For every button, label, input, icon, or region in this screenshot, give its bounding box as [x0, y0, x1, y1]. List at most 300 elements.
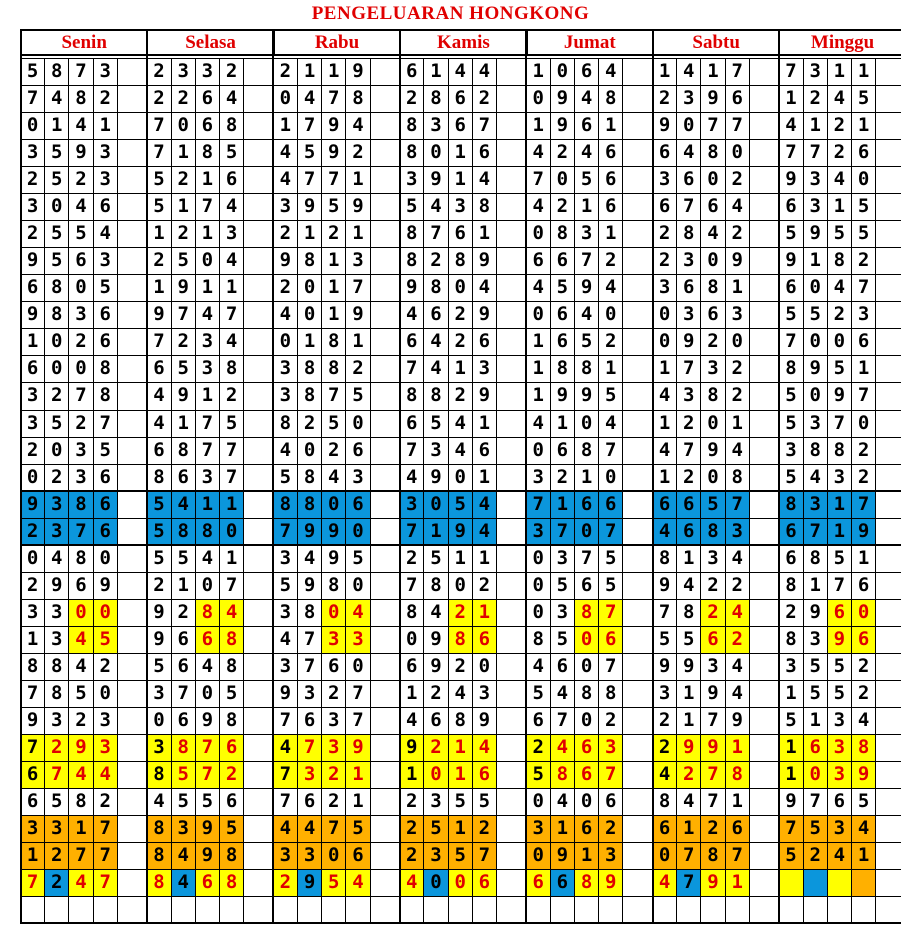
spacer-cell: [117, 491, 148, 519]
spacer-cell: [622, 193, 653, 221]
digit-cell: 2: [598, 328, 623, 356]
digit-cell: 2: [725, 355, 750, 383]
digit-cell: 2: [273, 58, 298, 86]
spacer-cell: [370, 599, 401, 627]
spacer-cell: [370, 355, 401, 383]
digit-cell: 3: [778, 437, 803, 465]
digit-cell: 4: [827, 85, 852, 113]
digit-cell: 8: [778, 491, 803, 519]
spacer-cell: [117, 382, 148, 410]
digit-cell: 9: [725, 247, 750, 275]
digit-cell: 9: [803, 599, 828, 627]
spacer-cell: [622, 707, 653, 735]
spacer-cell: [622, 166, 653, 194]
spacer-cell: [875, 58, 901, 86]
digit-cell: [526, 896, 551, 924]
digit-cell: 3: [803, 626, 828, 654]
spacer-cell: [749, 355, 780, 383]
digit-cell: 6: [219, 788, 244, 816]
digit-cell: 9: [778, 788, 803, 816]
digit-cell: 0: [448, 274, 473, 302]
digit-cell: 2: [700, 572, 725, 600]
digit-cell: 8: [297, 247, 322, 275]
digit-cell: 4: [472, 491, 497, 519]
digit-cell: 1: [851, 545, 876, 573]
digit-cell: 7: [273, 788, 298, 816]
digit-cell: 0: [851, 166, 876, 194]
digit-cell: [472, 896, 497, 924]
spacer-cell: [875, 464, 901, 492]
spacer-cell: [749, 139, 780, 167]
spacer-cell: [117, 247, 148, 275]
digit-cell: 9: [827, 626, 852, 654]
digit-cell: 1: [472, 220, 497, 248]
spacer-cell: [370, 193, 401, 221]
digit-cell: 7: [472, 112, 497, 140]
digit-cell: 1: [399, 680, 424, 708]
spacer-cell: [370, 707, 401, 735]
spacer-cell: [496, 734, 527, 762]
spacer-cell: [496, 491, 527, 519]
digit-cell: 3: [526, 815, 551, 843]
digit-cell: 6: [550, 869, 575, 897]
digit-cell: 6: [526, 247, 551, 275]
digit-cell: 0: [448, 464, 473, 492]
digit-cell: 1: [550, 491, 575, 519]
spacer-cell: [243, 707, 274, 735]
spacer-cell: [496, 869, 527, 897]
digit-cell: 9: [851, 518, 876, 546]
digit-cell: 8: [448, 247, 473, 275]
digit-cell: 1: [219, 491, 244, 519]
digit-cell: 1: [827, 491, 852, 519]
digit-cell: 9: [345, 734, 370, 762]
digit-cell: 9: [146, 301, 171, 329]
digit-cell: 2: [345, 355, 370, 383]
digit-cell: 0: [803, 761, 828, 789]
digit-cell: 7: [827, 572, 852, 600]
spacer-cell: [749, 680, 780, 708]
spacer-cell: [622, 896, 653, 924]
spacer-cell: [370, 896, 401, 924]
digit-cell: 9: [550, 382, 575, 410]
digit-cell: 6: [550, 247, 575, 275]
digit-cell: 0: [345, 410, 370, 438]
digit-cell: 5: [803, 680, 828, 708]
spacer-cell: [875, 328, 901, 356]
digit-cell: 9: [550, 112, 575, 140]
digit-cell: 2: [652, 707, 677, 735]
digit-cell: 2: [700, 328, 725, 356]
digit-cell: 3: [146, 734, 171, 762]
digit-cell: 2: [44, 842, 69, 870]
spacer-cell: [117, 355, 148, 383]
digit-cell: 6: [93, 491, 118, 519]
spacer-cell: [622, 301, 653, 329]
digit-cell: 5: [219, 680, 244, 708]
digit-cell: 3: [472, 680, 497, 708]
spacer-cell: [370, 301, 401, 329]
digit-cell: 3: [195, 464, 220, 492]
spacer-cell: [622, 680, 653, 708]
digit-cell: 0: [526, 301, 551, 329]
spacer-cell: [117, 707, 148, 735]
digit-cell: 1: [219, 274, 244, 302]
digit-cell: 4: [574, 139, 599, 167]
digit-cell: 4: [526, 653, 551, 681]
digit-cell: 9: [423, 653, 448, 681]
digit-cell: 4: [68, 653, 93, 681]
digit-cell: 0: [700, 410, 725, 438]
spacer-cell: [622, 355, 653, 383]
digit-cell: 6: [574, 734, 599, 762]
digit-cell: 3: [472, 355, 497, 383]
digit-cell: 9: [171, 382, 196, 410]
digit-cell: 9: [20, 247, 45, 275]
digit-cell: 4: [448, 58, 473, 86]
digit-cell: 0: [851, 599, 876, 627]
spacer-cell: [496, 139, 527, 167]
digit-cell: 1: [321, 301, 346, 329]
digit-cell: 8: [321, 328, 346, 356]
digit-cell: 4: [423, 355, 448, 383]
digit-cell: 6: [93, 193, 118, 221]
digit-cell: 6: [550, 437, 575, 465]
spacer-cell: [749, 166, 780, 194]
digit-cell: 9: [297, 193, 322, 221]
digit-cell: 8: [778, 355, 803, 383]
digit-cell: 6: [146, 437, 171, 465]
digit-cell: 2: [321, 437, 346, 465]
digit-cell: 3: [273, 842, 298, 870]
digit-cell: 3: [93, 734, 118, 762]
digit-cell: 0: [273, 328, 298, 356]
digit-cell: 4: [219, 193, 244, 221]
digit-cell: 1: [725, 788, 750, 816]
spacer-cell: [749, 112, 780, 140]
digit-cell: 7: [851, 491, 876, 519]
spacer-cell: [243, 518, 274, 546]
digit-cell: 5: [44, 410, 69, 438]
day-header-minggu: Minggu: [778, 29, 901, 56]
digit-cell: 9: [700, 437, 725, 465]
spacer-cell: [875, 247, 901, 275]
spacer-cell: [117, 193, 148, 221]
digit-cell: 8: [778, 626, 803, 654]
digit-cell: 0: [598, 464, 623, 492]
digit-cell: 6: [93, 328, 118, 356]
digit-cell: 5: [44, 788, 69, 816]
digit-cell: 2: [93, 85, 118, 113]
digit-cell: 0: [700, 247, 725, 275]
digit-cell: 9: [273, 680, 298, 708]
digit-cell: 2: [652, 734, 677, 762]
digit-cell: 3: [526, 518, 551, 546]
spacer-cell: [243, 220, 274, 248]
digit-cell: 0: [526, 220, 551, 248]
group-divider: [778, 29, 780, 924]
digit-cell: 2: [827, 112, 852, 140]
digit-cell: 1: [195, 166, 220, 194]
digit-cell: 0: [68, 274, 93, 302]
digit-cell: 8: [574, 680, 599, 708]
digit-cell: 7: [472, 842, 497, 870]
digit-cell: 7: [146, 139, 171, 167]
digit-cell: 6: [423, 301, 448, 329]
digit-cell: 3: [273, 653, 298, 681]
digit-cell: [321, 896, 346, 924]
digit-cell: 9: [399, 734, 424, 762]
digit-cell: 4: [598, 58, 623, 86]
digit-cell: 6: [20, 788, 45, 816]
digit-cell: 0: [68, 599, 93, 627]
digit-cell: 9: [399, 274, 424, 302]
digit-cell: 6: [778, 518, 803, 546]
digit-cell: 4: [345, 112, 370, 140]
digit-cell: 6: [472, 626, 497, 654]
digit-cell: 2: [321, 761, 346, 789]
digit-cell: 9: [778, 247, 803, 275]
spacer-cell: [117, 761, 148, 789]
digit-cell: 4: [195, 545, 220, 573]
digit-cell: 9: [321, 518, 346, 546]
digit-cell: 7: [778, 328, 803, 356]
digit-cell: 2: [273, 274, 298, 302]
digit-cell: 5: [93, 626, 118, 654]
digit-cell: 1: [345, 328, 370, 356]
digit-cell: 4: [273, 734, 298, 762]
digit-cell: 5: [778, 220, 803, 248]
digit-cell: 3: [171, 58, 196, 86]
digit-cell: 0: [146, 707, 171, 735]
digit-cell: 4: [725, 680, 750, 708]
digit-cell: 5: [321, 869, 346, 897]
digit-cell: 6: [472, 761, 497, 789]
digit-cell: 7: [399, 437, 424, 465]
spacer-cell: [243, 869, 274, 897]
digit-cell: 0: [423, 761, 448, 789]
digit-cell: 6: [399, 58, 424, 86]
digit-cell: 0: [20, 112, 45, 140]
spacer-cell: [117, 410, 148, 438]
digit-cell: 1: [195, 220, 220, 248]
digit-cell: 0: [68, 355, 93, 383]
digit-cell: 8: [321, 355, 346, 383]
day-header-jumat: Jumat: [526, 29, 654, 56]
digit-cell: 7: [68, 382, 93, 410]
spacer-cell: [243, 382, 274, 410]
digit-cell: 2: [803, 85, 828, 113]
digit-cell: 9: [448, 518, 473, 546]
digit-cell: 8: [219, 626, 244, 654]
digit-cell: 4: [399, 464, 424, 492]
digit-cell: 1: [146, 274, 171, 302]
digit-cell: 5: [146, 545, 171, 573]
digit-cell: [195, 896, 220, 924]
digit-cell: 9: [778, 166, 803, 194]
digit-cell: 8: [68, 545, 93, 573]
spacer-cell: [370, 734, 401, 762]
digit-cell: 0: [423, 869, 448, 897]
digit-cell: 1: [423, 58, 448, 86]
spacer-cell: [749, 464, 780, 492]
digit-cell: 3: [20, 139, 45, 167]
digit-cell: 6: [20, 761, 45, 789]
digit-cell: 6: [93, 518, 118, 546]
digit-cell: 4: [778, 112, 803, 140]
digit-cell: 1: [273, 112, 298, 140]
digit-cell: 7: [297, 626, 322, 654]
digit-cell: 2: [171, 328, 196, 356]
digit-cell: 0: [652, 328, 677, 356]
digit-cell: 1: [20, 842, 45, 870]
spacer-cell: [749, 788, 780, 816]
digit-cell: 3: [423, 842, 448, 870]
digit-cell: 5: [297, 139, 322, 167]
digit-cell: 8: [44, 653, 69, 681]
digit-cell: 3: [195, 355, 220, 383]
spacer-cell: [496, 815, 527, 843]
digit-cell: 8: [448, 626, 473, 654]
spacer-cell: [117, 599, 148, 627]
digit-cell: 8: [171, 437, 196, 465]
spacer-cell: [875, 572, 901, 600]
digit-cell: 5: [550, 274, 575, 302]
digit-cell: 6: [827, 788, 852, 816]
digit-cell: 6: [472, 139, 497, 167]
digit-cell: 4: [472, 274, 497, 302]
digit-cell: 7: [219, 572, 244, 600]
digit-cell: 9: [345, 58, 370, 86]
digit-cell: 7: [550, 707, 575, 735]
digit-cell: 0: [526, 85, 551, 113]
digit-cell: 8: [20, 653, 45, 681]
digit-cell: 3: [273, 355, 298, 383]
digit-cell: 5: [550, 626, 575, 654]
spacer-cell: [496, 437, 527, 465]
digit-cell: 6: [700, 301, 725, 329]
page-title: PENGELUARAN HONGKONG: [311, 3, 590, 24]
spacer-cell: [117, 274, 148, 302]
digit-cell: 0: [550, 58, 575, 86]
digit-cell: 2: [725, 382, 750, 410]
spacer-cell: [243, 842, 274, 870]
digit-cell: 7: [778, 58, 803, 86]
digit-cell: 8: [423, 572, 448, 600]
digit-cell: 1: [676, 680, 701, 708]
digit-cell: 4: [195, 653, 220, 681]
spacer-cell: [749, 328, 780, 356]
digit-cell: 2: [448, 653, 473, 681]
digit-cell: 6: [93, 464, 118, 492]
digit-cell: 5: [68, 680, 93, 708]
spacer-cell: [496, 626, 527, 654]
digit-cell: 0: [700, 166, 725, 194]
digit-cell: 8: [44, 680, 69, 708]
digit-cell: 7: [68, 518, 93, 546]
digit-cell: 6: [345, 842, 370, 870]
digit-cell: 4: [171, 491, 196, 519]
digit-cell: 8: [550, 220, 575, 248]
spacer-cell: [496, 112, 527, 140]
digit-cell: 8: [827, 437, 852, 465]
digit-cell: 5: [472, 788, 497, 816]
day-header-kamis: Kamis: [399, 29, 527, 56]
digit-cell: 6: [574, 58, 599, 86]
digit-cell: 3: [827, 815, 852, 843]
digit-cell: 2: [423, 247, 448, 275]
digit-cell: 1: [526, 355, 551, 383]
digit-cell: 4: [273, 166, 298, 194]
digit-cell: 7: [171, 680, 196, 708]
spacer-cell: [875, 491, 901, 519]
digit-cell: 6: [68, 572, 93, 600]
digit-cell: 5: [851, 193, 876, 221]
digit-cell: 2: [146, 58, 171, 86]
digit-cell: 8: [219, 355, 244, 383]
digit-cell: 4: [273, 626, 298, 654]
digit-cell: 6: [700, 626, 725, 654]
digit-cell: [851, 869, 876, 897]
spacer-cell: [749, 85, 780, 113]
spacer-cell: [496, 247, 527, 275]
digit-cell: 3: [321, 707, 346, 735]
spacer-cell: [496, 653, 527, 681]
spacer-cell: [875, 85, 901, 113]
digit-cell: 8: [700, 274, 725, 302]
digit-cell: 6: [574, 112, 599, 140]
digit-cell: 3: [345, 247, 370, 275]
digit-cell: 2: [448, 599, 473, 627]
digit-cell: 7: [598, 518, 623, 546]
digit-cell: 2: [676, 464, 701, 492]
digit-cell: 1: [171, 139, 196, 167]
digit-cell: 1: [171, 572, 196, 600]
digit-cell: 6: [526, 707, 551, 735]
digit-cell: 8: [399, 599, 424, 627]
digit-cell: 9: [20, 707, 45, 735]
digit-cell: 2: [827, 139, 852, 167]
digit-cell: 3: [652, 680, 677, 708]
spacer-cell: [749, 247, 780, 275]
digit-cell: 3: [321, 734, 346, 762]
digit-cell: 2: [448, 301, 473, 329]
spacer-cell: [243, 112, 274, 140]
digit-cell: 1: [526, 58, 551, 86]
digit-cell: 8: [273, 491, 298, 519]
spacer-cell: [496, 842, 527, 870]
digit-cell: 5: [803, 301, 828, 329]
digit-cell: 6: [345, 491, 370, 519]
digit-cell: 6: [778, 193, 803, 221]
group-divider: [146, 29, 148, 924]
digit-cell: 3: [550, 545, 575, 573]
digit-cell: 3: [195, 328, 220, 356]
digit-cell: 6: [598, 788, 623, 816]
digit-cell: 5: [574, 328, 599, 356]
digit-cell: 1: [803, 112, 828, 140]
digit-cell: 6: [676, 274, 701, 302]
spacer-cell: [243, 437, 274, 465]
spacer-cell: [622, 274, 653, 302]
spacer-cell: [370, 464, 401, 492]
digit-cell: 9: [676, 653, 701, 681]
digit-cell: 5: [778, 842, 803, 870]
digit-cell: 2: [725, 572, 750, 600]
digit-cell: 9: [93, 572, 118, 600]
digit-cell: 2: [652, 85, 677, 113]
digit-cell: 8: [598, 680, 623, 708]
